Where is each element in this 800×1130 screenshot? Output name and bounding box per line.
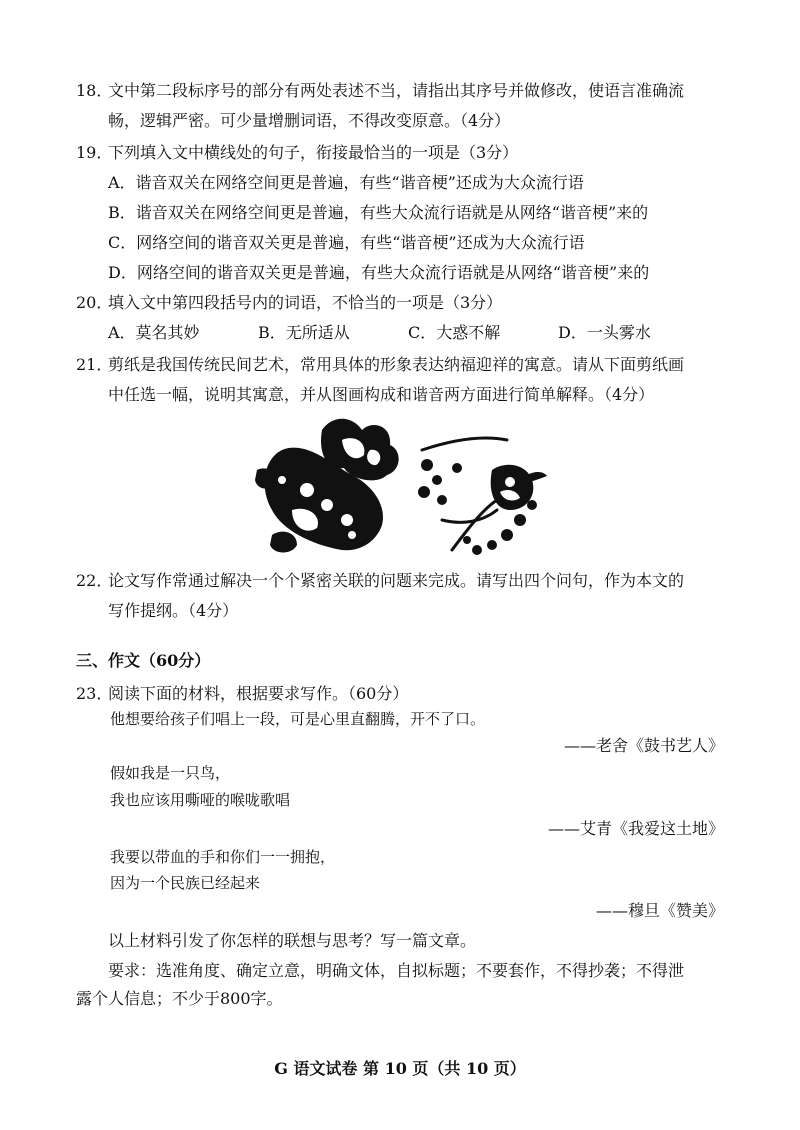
option-d: D．网络空间的谐音双关更是普遍，有些大众流行语就是从网络“谐音梗”来的 bbox=[108, 263, 650, 282]
poem-aiqing-line1: 假如我是一只鸟， bbox=[110, 764, 231, 782]
question-23 bbox=[76, 683, 408, 705]
option-a: A．莫名其妙 bbox=[108, 323, 200, 342]
attribution-laoshe: ——老舍《鼓书艺人》 bbox=[563, 736, 724, 755]
question-18 bbox=[76, 80, 684, 102]
question-number: 19． bbox=[76, 143, 113, 162]
attribution-aiqing: ——艾青《我爱这土地》 bbox=[547, 819, 724, 838]
question-22 bbox=[76, 570, 684, 592]
poem-mudan-line2: 因为一个民族已经起来 bbox=[110, 874, 261, 892]
question-text: 剪纸是我国传统民间艺术，常用具体的形象表达纳福迎祥的寓意。请从下面剪纸画 bbox=[108, 355, 685, 374]
question-text: 填入文中第四段括号内的词语，不恰当的一项是（3分） bbox=[108, 293, 503, 312]
option-c: C．大惑不解 bbox=[408, 323, 501, 342]
writing-requirements-continued: 露个人信息；不少于800字。 bbox=[76, 989, 283, 1008]
section-heading: 三、作文（60分） bbox=[76, 651, 211, 670]
question-number: 22． bbox=[76, 571, 113, 590]
poem-mudan-line1: 我要以带血的手和你们一一拥抱， bbox=[110, 848, 336, 866]
question-22-continued: 写作提纲。（4分） bbox=[108, 601, 239, 620]
writing-requirements: 要求：选准角度、确定立意，明确文体，自拟标题；不要套作，不得抄袭；不得泄 bbox=[108, 961, 685, 980]
question-20-options bbox=[108, 322, 728, 344]
quote-laoshe: 他想要给孩子们唱上一段，可是心里直翻腾，开不了口。 bbox=[110, 710, 486, 728]
option-b: B．谐音双关在网络空间更是普遍，有些大众流行语就是从网络“谐音梗”来的 bbox=[108, 203, 649, 222]
paper-cut-images bbox=[252, 410, 552, 560]
poem-aiqing-line2: 我也应该用嘶哑的喉咙歌唱 bbox=[110, 791, 291, 809]
question-number: 23． bbox=[76, 684, 113, 703]
question-21 bbox=[76, 354, 684, 376]
question-text: 阅读下面的材料，根据要求写作。（60分） bbox=[108, 684, 409, 703]
writing-prompt: 以上材料引发了你怎样的联想与思考？写一篇文章。 bbox=[108, 931, 477, 950]
question-text: 文中第二段标序号的部分有两处表述不当，请指出其序号并做修改，使语言准确流 bbox=[108, 81, 685, 100]
question-number: 21． bbox=[76, 355, 113, 374]
question-19 bbox=[76, 142, 518, 164]
question-18-continued: 畅，逻辑严密。可少量增删词语，不得改变原意。（4分） bbox=[108, 111, 511, 130]
question-20 bbox=[76, 292, 502, 314]
question-number: 20． bbox=[76, 293, 113, 312]
question-text: 论文写作常通过解决一个个紧密关联的问题来完成。请写出四个问句，作为本文的 bbox=[108, 571, 685, 590]
question-text: 下列填入文中横线处的句子，衔接最恰当的一项是（3分） bbox=[108, 143, 519, 162]
question-number: 18． bbox=[76, 81, 113, 100]
option-b: B．无所适从 bbox=[258, 323, 350, 342]
attribution-mudan: ——穆旦《赞美》 bbox=[595, 901, 724, 920]
question-21-continued: 中任选一幅，说明其寓意，并从图画构成和谐音两方面进行简单解释。（4分） bbox=[108, 385, 655, 404]
page-footer: G 语文试卷 第 10 页（共 10 页） bbox=[274, 1059, 526, 1078]
option-c: C．网络空间的谐音双关更是普遍，有些“谐音梗”还成为大众流行语 bbox=[108, 233, 585, 252]
paper-cut-fish-lotus-icon bbox=[252, 410, 552, 560]
option-a: A．谐音双关在网络空间更是普遍，有些“谐音梗”还成为大众流行语 bbox=[108, 173, 584, 192]
option-d: D．一头雾水 bbox=[558, 323, 651, 342]
